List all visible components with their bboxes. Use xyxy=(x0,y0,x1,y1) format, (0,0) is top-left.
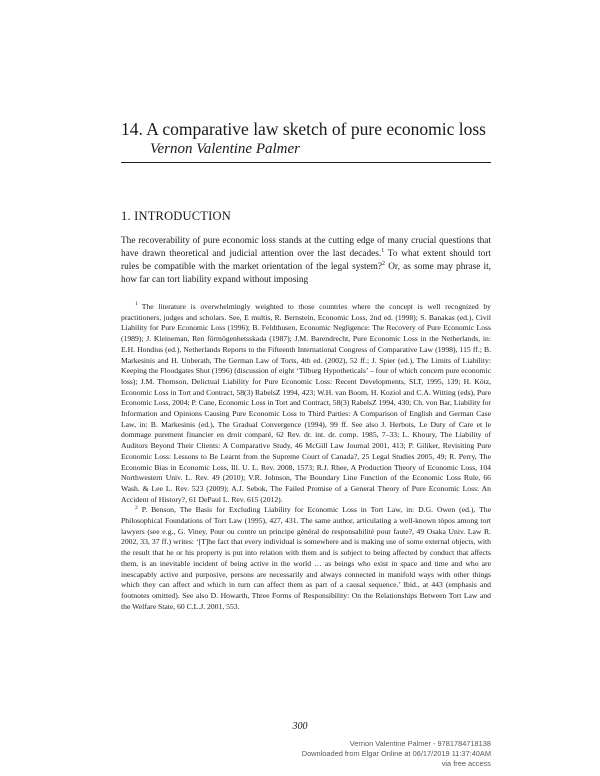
body-paragraph xyxy=(121,235,491,287)
watermark-line-2: Downloaded from Elgar Online at 06/17/2019 11:37:40AM xyxy=(301,748,491,758)
page-number: 300 xyxy=(292,721,308,732)
watermark-line-3: via free access xyxy=(441,758,491,768)
body-text-part3: Or, as some may phrase it, how far can tort liability expand without imposing xyxy=(121,262,491,285)
body-text-part1: The recoverability of pure economic loss stands at the cutting edge of many crucial questions that have drawn theoretical and judicial attention over the last decades. xyxy=(121,236,491,259)
body-text-part2: To what extent should tort rules be compatible with the market orientation of the legal system? xyxy=(121,249,491,272)
heading-divider xyxy=(121,162,491,163)
download-watermark xyxy=(302,739,491,768)
footnote-2 xyxy=(121,505,491,612)
footnote-reference-2[interactable]: 2 xyxy=(382,260,386,267)
chapter-heading xyxy=(121,118,491,158)
footnote-reference-1[interactable]: 1 xyxy=(381,247,385,254)
watermark-line-1: Vernon Valentine Palmer - 9781784718138 xyxy=(349,739,491,748)
chapter-author: Vernon Valentine Palmer xyxy=(150,141,300,157)
footnote-1 xyxy=(121,302,491,505)
section-heading: 1. INTRODUCTION xyxy=(121,209,231,223)
footnote-number: 1 xyxy=(135,301,138,308)
footnote-text: P. Benson, The Basis for Excluding Liability for Economic Loss in Tort Law, in: D.G. Owen (ed.), The Philosophical Foundations of Tort Law (1995), 427, 431. The same author, articulating a well-known tòpos among tort lawyers (see e.g., G. Viney, Pour ou contre un principe général de responsabilité pour faute?, 49 Osaka Univ. Law R. 2002, 33, 37 ff.) writes: ‘[T]he fact that every individual is somewhere and is making use of some external objects, with the result that he or his property is put into relation with them and is subject to being affected by conduct that affects them, is an inevitable incident of being active in the world … as beings who exist in space and time and who are inescapably active and purposive, persons are necessarily and always connected in manifold ways with other things which they can affect and which in turn can affect them as part of a causal sequence.’ Ibid., at 443 (emphasis and footnotes omitted). See also D. Howarth, Three Forms of Responsibility: On the Relationships Between Tort Law and the Welfare State, 60 C.L.J. 2001, 553. xyxy=(121,505,491,611)
chapter-title: 14. A comparative law sketch of pure economic loss xyxy=(121,119,486,139)
footnote-number: 2 xyxy=(135,504,138,511)
footnote-text: The literature is overwhelmingly weighted to those countries where the concept is well recognized by practitioners, judges and scholars. See, E multis, R. Bernstein, Economic Loss, 2nd ed. (1998); S. Banakas (ed.), Civil Liability for Pure Economic Loss (1996); B. Feldthusen, Economic Negligence: The Recovery of Pure Economic Loss (1989); J. Kleineman, Ren förmögenhetsskada (1987); J.M. Barendrecht, Pure Economic Loss in the Netherlands, in: E.H. Hondius (ed.), Netherlands Reports to the Fifteenth International Congress of Comparative Law (1998), 115 ff.; B. Markesinis and H. Unberath, The German Law of Torts, 4th ed. (2002), 52 ff.; J. Spier (ed.), The Limits of Liability: Keeping the Floodgates Shut (1996) (discussion of eight ‘Tilburg Hypotheticals’ – four of which concern pure economic loss); J.M. Thomson, Delictual Liability for Pure Economic Loss: Recent Developments, SLT, 1995, 139; H. Kötz, Economic Loss in Tort and Contract, 58(3) RabelsZ 1994, 423; W.H. van Boom, H. Koziol and C.A. Witting (eds), Pure Economic Loss, 2004; P. Cane, Economic Loss in Tort and Contract, 58(3) RabelsZ 1994, 430; Ch. von Bar, Liability for Information and Opinions Causing Pure Economic Loss to Third Parties: A Comparison of English and German Case Law, in: B. Markesinis (ed.), The Gradual Convergence (1994), 99 ff. See also J. Herbots, Le Duty of Care et le dommage purement financier en droit comparé, 62 Rev. dr. int. dr. comp. 1985, 7–33; L. Khoury, The Liability of Auditors Beyond Their Clients: A Comparative Study, 46 McGill Law Journal 2001, 413; P. Giliker, Revisiting Pure Economic Loss: Lessons to Be Learnt from the Supreme Court of Canada?, 25 Legal Studies 2005, 49; R. Perry, The Economic Bias in Economic Loss, Ill. U. L. Rev. 2008, 1573; R.J. Rhee, A Production Theory of Economic Loss, 104 Northwestern Univ. L. Rev. 49 (2010); V.R. Johnson, The Boundary Line Function of the Economic Loss Rule, 66 Wash. & Lee L. Rev. 523 (2009); A.J. Sebok, The Failed Promise of a General Theory of Pure Economic Loss: An Accident of History?, 61 DePaul L. Rev. 615 (2012). xyxy=(121,302,491,504)
footnotes xyxy=(121,302,491,612)
